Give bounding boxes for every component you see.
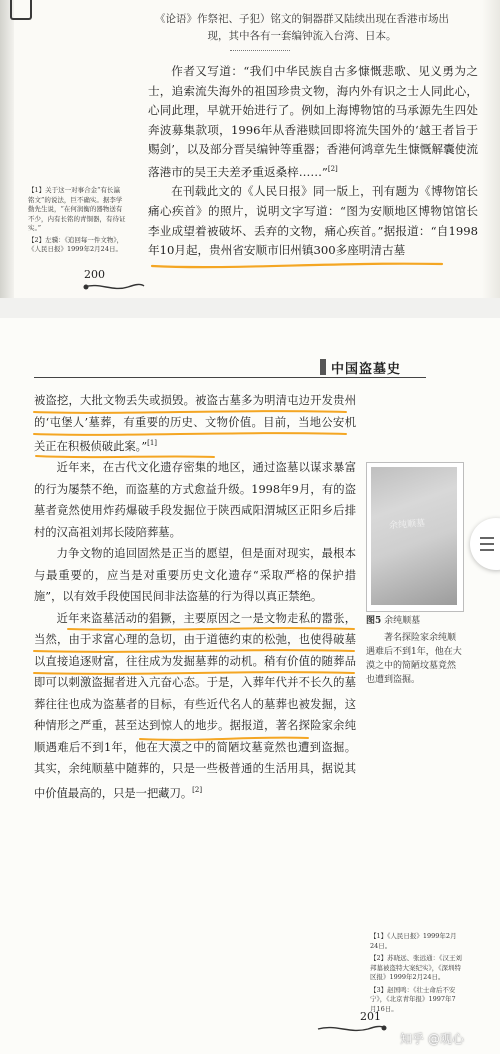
header-marker (320, 359, 326, 375)
footnote: 【3】赵国鸣：《壮士命后不安宁》，《北京青年报》1997年7月16日。 (370, 985, 456, 1013)
page-number: 200 (84, 268, 105, 281)
top-paragraph-1 (148, 62, 478, 182)
bottom-paragraph-1-text: 被盗挖，大批文物丢失或损毁。被盗古墓多为明清屯边开发贵州的‘屯堡人’墓葬，有重要的历史、文物价值。目前，当地公安机关正在积极侦破此案。” (34, 394, 356, 453)
footnote-ref-2: [2] (327, 164, 338, 173)
menu-icon (480, 549, 494, 551)
top-paragraph-2-text: 在刊载此文的《人民日报》同一版上，刊有题为《博物馆长痛心疾首》的照片，说明文字写道：“图为安顺地区博物馆馆长李业成望着被破坏、丢弃的文物，痛心疾首。”据报道： (148, 184, 478, 238)
bottom-paragraph-4-text: 近年来盗墓活动的猖獗，主要原因之一是文物走私的嚣张，当然，由于求富心理的急切，由于道德约束的松弛，也使得破墓以直接追逐财富，往往成为发掘墓葬的动机。稍有价值的随葬品即可以刺激盗掘者进入亢奋心态。于是，入葬年代并不长久的墓葬往往也成为盗墓者的目标，有些近代名人的墓葬也被发掘，这种情形之严重，甚至达到惊人的地步。据报道，著名探险家余纯顺遇难后不到1年，他在大漠之中的简陋坟墓竟然也遭到盗掘。其实，余纯顺墓中随葬的，只是一些极普通的生活用具，据说其中价值最高的，只是一把藏刀。 (34, 611, 356, 800)
menu-icon (480, 537, 494, 539)
caption-divider (230, 50, 290, 51)
footnote-ref: [1] (147, 439, 158, 447)
bottom-paragraph-2: 近年来，在古代文化遗存密集的地区，通过盗墓以谋求暴富的行为屡禁不绝，而盗墓的方式愈益升级。1998年9月，有的盗墓者竟然使用炸药爆破手段发掘位于陕西咸阳渭城区正阳乡后排村的汉高祖刘邦长陵陪葬墓。 (34, 461, 356, 539)
photo-caption (366, 614, 464, 687)
header-rule (34, 377, 426, 378)
bottom-body-text (34, 390, 356, 804)
photo-inscription: 余纯顺墓 (388, 518, 426, 532)
watermark: 知乎 @观心 (400, 1032, 464, 1046)
footnote: 【1】《人民日报》1999年2月24日。 (370, 932, 457, 950)
page-separator (0, 298, 500, 318)
footnote: 【2】左骥：《追回每一件文物》，《人民日报》1999年2月24日。 (28, 235, 124, 253)
photo-caption-number: 图5 (366, 616, 382, 626)
photo-caption-text: 著名探险家余纯顺遇难后不到1年，他在大漠之中的简陋坟墓竟然也遭到盗掘。 (366, 633, 462, 685)
bottom-footnotes (370, 932, 462, 1017)
corner-bracket-mark (10, 0, 32, 20)
top-footnotes (28, 186, 126, 257)
top-paragraph-2-end: “自1998年10月起，贵州省安顺市旧州镇300多座明清古墓 (148, 223, 478, 258)
running-header-title: 中国盗墓史 (331, 362, 402, 377)
page-ornament-icon (316, 1022, 388, 1036)
menu-icon (480, 543, 494, 545)
side-menu-button[interactable] (470, 518, 500, 570)
bottom-paragraph-4 (34, 608, 356, 804)
figure-caption-top: 《论语》作祭祀、子犯）铭文的铜器群又陆续出现在香港市场出现，其中各有一套编钟流入台湾、日本。 (155, 13, 449, 42)
footnote: 【2】苏晓远、张远通：《汉王刘邦墓被盗特大案纪实》，《深圳特区报》1999年2月24日。 (370, 954, 462, 981)
bottom-book-page (0, 318, 500, 1054)
top-paragraph-1-text: 作者又写道：“我们中华民族自古多慷慨悲歌、见义勇为之士，追索流失海外的祖国珍贵文物，海内外有识之士人同此心，心同此理，早就开始进行了。例如上海博物馆的马承源先生四处奔波募集款项，1996年从香港赎回即将流失国外的‘越王者旨于赐剑’，以及部分晋吴编钟等重器；香港何鸿章先生慷慨解囊使流落港市的吴王夫差矛重返桑梓……” (148, 64, 478, 179)
bottom-paragraph-3: 力争文物的追回固然是正当的愿望，但是面对现实，最根本与最重要的，应当是对重要历史文化遗存“采取严格的保护措施”，以有效手段使国民间非法盗墓的行为得以真正禁绝。 (34, 547, 356, 604)
page-number: 201 (360, 1010, 381, 1023)
page-gutter-shadow (0, 0, 14, 298)
bottom-paragraph-1 (34, 390, 356, 457)
page-ornament-icon (82, 280, 146, 294)
tomb-photo (366, 462, 464, 612)
footnote-ref: [2] (192, 785, 203, 794)
photo-caption-title: 余纯顺墓 (384, 616, 421, 626)
page-edge-shadow (482, 0, 500, 298)
photo-image (371, 467, 457, 605)
hand-drawn-underline (150, 222, 450, 282)
footnote: 【1】关于这一对事合金“有长瀛铭文”的说法，巨不确实。据李学勤先生说，“在何润衡的器物送有不少，内有长铭的青铜器，有待证实。” (28, 186, 126, 232)
top-book-page (0, 0, 500, 298)
